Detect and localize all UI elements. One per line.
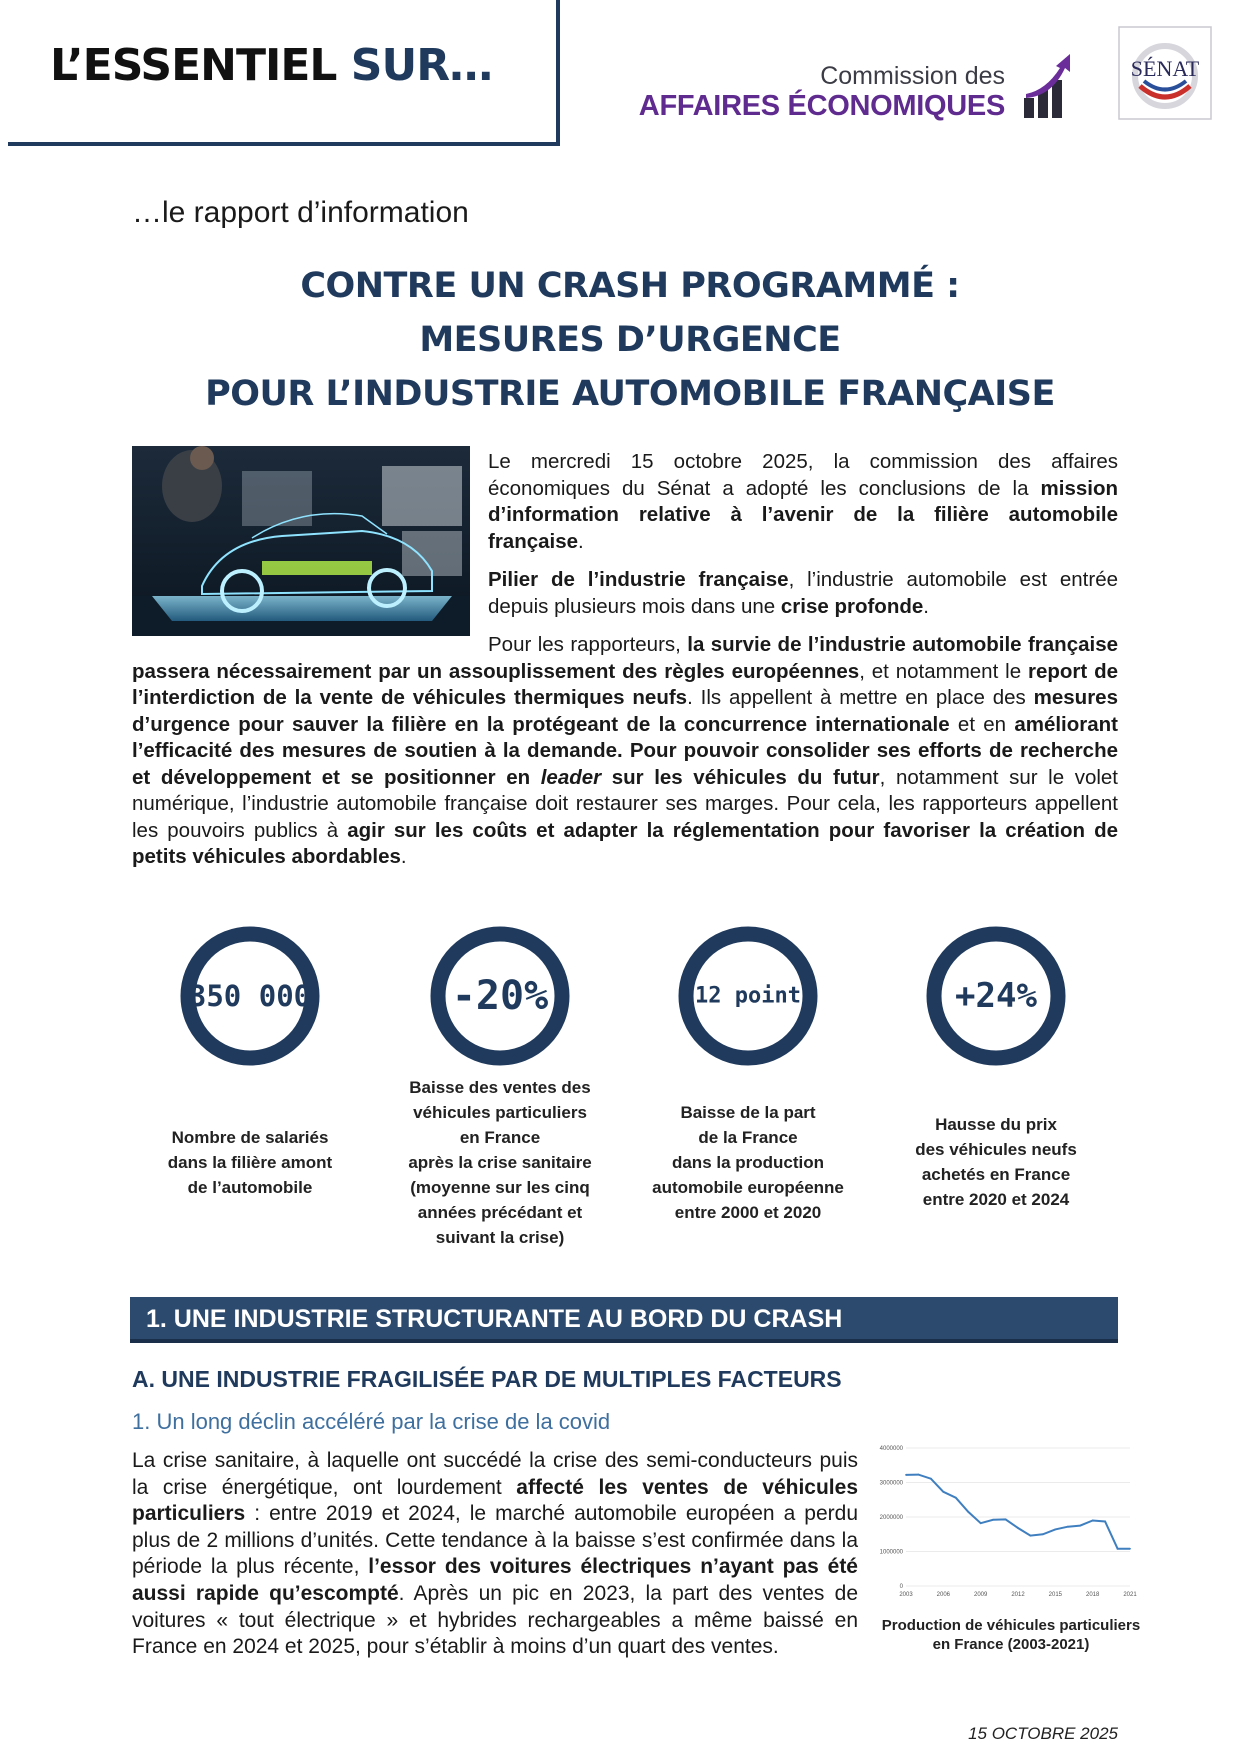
stat-label-line: dans la production bbox=[671, 1153, 825, 1172]
chart-point bbox=[1054, 1529, 1056, 1531]
commission-name-line1: Commission des bbox=[820, 62, 1005, 90]
subsection-heading-a: A. UNE INDUSTRIE FRAGILISÉE PAR DE MULTIPLES FACTEURS bbox=[132, 1366, 842, 1392]
subsection-heading-1: 1. Un long déclin accéléré par la crise de la covid bbox=[132, 1409, 611, 1434]
stat-value-1: 350 000 bbox=[188, 979, 312, 1013]
report-subtitle: …le rapport d’information bbox=[132, 196, 469, 229]
stat-label-3 bbox=[643, 1100, 853, 1225]
stat-label-line: achetés en France bbox=[921, 1165, 1071, 1184]
stat-label-line: Hausse du prix bbox=[935, 1115, 1057, 1134]
chart-ytick-label: 2000000 bbox=[879, 1515, 903, 1521]
stat-value-2: -20% bbox=[451, 973, 549, 1019]
chart-point bbox=[992, 1519, 994, 1521]
stat-label-line: suivant la crise) bbox=[435, 1228, 565, 1247]
chart-point bbox=[955, 1497, 957, 1499]
chart-caption: Production de véhicules particuliers en France (2003-2021) bbox=[881, 1617, 1141, 1653]
stat-ring-4 bbox=[926, 926, 1066, 1066]
header-title: L’ESSENTIEL SUR… bbox=[50, 40, 493, 91]
stat-ring-3 bbox=[678, 926, 818, 1066]
stat-label-line: véhicules particuliers bbox=[413, 1103, 587, 1122]
chart-point bbox=[1042, 1533, 1044, 1535]
stat-label-line: (moyenne sur les cinq bbox=[410, 1178, 590, 1197]
intro-paragraph-2: Pilier de l’industrie française, l’industrie automobile est entrée depuis plusieurs mois dans une crise profonde. bbox=[488, 568, 1118, 618]
main-title-line-2: MESURES D’URGENCE bbox=[419, 320, 841, 360]
commission-name-line2: AFFAIRES ÉCONOMIQUES bbox=[638, 90, 1005, 122]
stat-label-line: dans la filière amont bbox=[167, 1153, 333, 1172]
rising-chart-icon bbox=[1022, 50, 1078, 120]
stat-label-line: entre 2020 et 2024 bbox=[922, 1190, 1070, 1209]
stat-label-line: en France bbox=[459, 1128, 541, 1147]
chart-point bbox=[1117, 1548, 1119, 1550]
stat-value-3: -12 points bbox=[681, 983, 815, 1009]
stat-label-line: automobile européenne bbox=[652, 1178, 844, 1197]
chart-xtick-label: 2015 bbox=[1048, 1592, 1063, 1598]
chart-point bbox=[1005, 1519, 1007, 1521]
chart-ytick-label: 3000000 bbox=[879, 1480, 903, 1487]
chart-point bbox=[1017, 1527, 1019, 1529]
section-heading: 1. UNE INDUSTRIE STRUCTURANTE AU BORD DU CRASH bbox=[146, 1305, 843, 1333]
intro-paragraph-3: Pour les rapporteurs, la survie de l’industrie automobile française passera nécessairement par un assouplissement des règles européennes, et notamment le report de l’interdiction de la vente de véhicules thermiques neufs. Ils appellent à mettre en place des mesures d’urgence pour sauver la filière en la protégeant de la concurrence internationale et en améliorant l’efficacité des mesures de soutien à la demande. Pour pouvoir consolider ses efforts de recherche et développement et se positionner en leader sur les véhicules du futur, notamment sur le volet numérique, l’industrie automobile française doit restaurer ses marges. Pour cela, les rapporteurs appellent les pouvoirs publics à agir sur les coûts et adapter la réglementation pour favoriser la création de petits véhicules abordables. bbox=[132, 633, 1119, 868]
main-title-line-1: CONTRE UN CRASH PROGRAMMÉ : bbox=[300, 266, 960, 306]
chart-ytick-label: 1000000 bbox=[879, 1549, 903, 1556]
production-line-chart bbox=[868, 1436, 1138, 1608]
senat-logo bbox=[1118, 26, 1212, 120]
chart-point bbox=[1079, 1525, 1081, 1527]
stat-label-line: années précédant et bbox=[417, 1203, 583, 1222]
stat-label-line: Nombre de salariés bbox=[171, 1128, 329, 1147]
chart-series-line bbox=[906, 1475, 1130, 1549]
stat-label-line: des véhicules neufs bbox=[915, 1140, 1077, 1159]
stat-label-line: de la France bbox=[698, 1128, 798, 1147]
stat-label-line: Baisse des ventes des bbox=[409, 1078, 591, 1097]
chart-point bbox=[1092, 1520, 1094, 1522]
section1-paragraph: La crise sanitaire, à laquelle ont succédé la crise des semi-conducteurs puis la crise énergétique, ont lourdement affecté les ventes de véhicules particuliers : entre 2019 et 2024, le marché automobile européen a perdu plus de 2 millions d’unités. Cette tendance à la baisse s’est confirmée dans la période la plus récente, l’essor des voitures électriques n’ayant pas été aussi rapide qu’escompté. Après un pic en 2023, la part des ventes de voitures « tout électrique » et hybrides rechargeables a même baissé en France en 2024 et 2025, pour s’établir à moins d’un quart des ventes. bbox=[132, 1449, 858, 1659]
car-hologram-photo bbox=[132, 446, 470, 636]
chart-xtick-label: 2009 bbox=[973, 1592, 988, 1598]
senat-logo-text: SÉNAT bbox=[1130, 56, 1200, 81]
chart-point bbox=[918, 1474, 920, 1476]
stat-label-1 bbox=[145, 1125, 355, 1200]
chart-xtick-label: 2018 bbox=[1085, 1592, 1100, 1598]
chart-point bbox=[1129, 1548, 1131, 1550]
chart-point bbox=[942, 1491, 944, 1493]
chart-ytick-label: 4000000 bbox=[879, 1446, 903, 1452]
stat-label-line: après la crise sanitaire bbox=[408, 1153, 592, 1172]
main-title-line-3: POUR L’INDUSTRIE AUTOMOBILE FRANÇAISE bbox=[205, 374, 1055, 414]
stat-label-4 bbox=[891, 1112, 1101, 1212]
chart-point bbox=[1067, 1526, 1069, 1528]
stat-value-4: +24% bbox=[955, 976, 1037, 1016]
chart-point bbox=[1030, 1535, 1032, 1537]
stat-label-line: de l’automobile bbox=[187, 1178, 313, 1197]
stat-ring-1 bbox=[180, 926, 320, 1066]
chart-xtick-label: 2021 bbox=[1123, 1592, 1137, 1598]
chart-xtick-label: 2006 bbox=[936, 1592, 951, 1598]
intro-paragraph-1: Le mercredi 15 octobre 2025, la commission des affaires économiques du Sénat a adopté les conclusions de la mission d’information relative à l’avenir de la filière automobile française. bbox=[488, 450, 1118, 553]
stat-label-2 bbox=[395, 1075, 605, 1250]
chart-point bbox=[930, 1478, 932, 1480]
chart-point bbox=[980, 1522, 982, 1524]
chart-xtick-label: 2012 bbox=[1011, 1592, 1025, 1598]
footer-date: 15 OCTOBRE 2025 bbox=[968, 1724, 1118, 1743]
stat-ring-2 bbox=[430, 926, 570, 1066]
chart-ytick-label: 0 bbox=[899, 1584, 903, 1590]
stat-label-line: entre 2000 et 2020 bbox=[674, 1203, 822, 1222]
chart-point bbox=[905, 1474, 907, 1476]
chart-xtick-label: 2003 bbox=[899, 1592, 913, 1598]
section-heading-bar bbox=[130, 1297, 1118, 1343]
chart-point bbox=[967, 1511, 969, 1513]
chart-point bbox=[1104, 1521, 1106, 1523]
stat-label-line: Baisse de la part bbox=[680, 1103, 816, 1122]
